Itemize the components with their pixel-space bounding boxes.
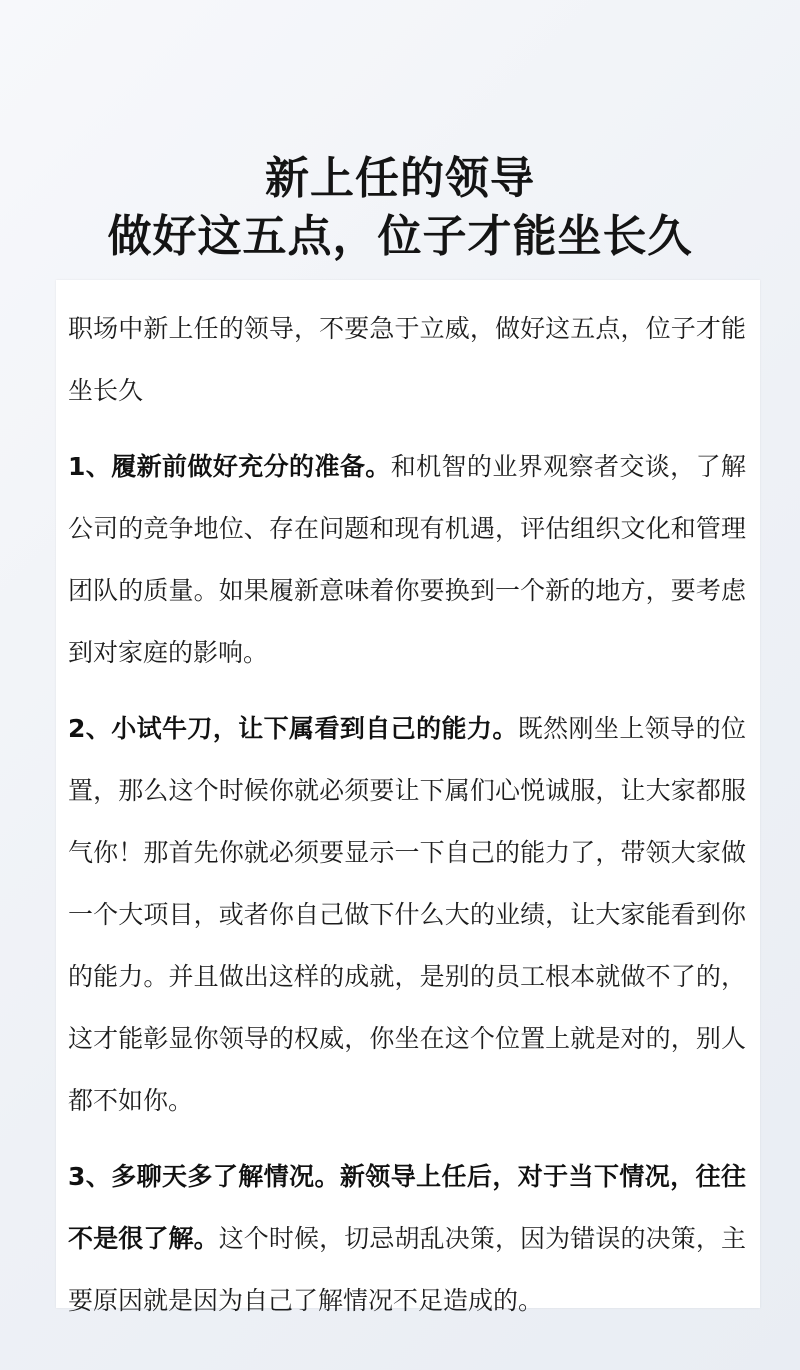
point-2-body: 既然刚坐上领导的位置，那么这个时候你就必须要让下属们心悦诚服，让大家都服气你！那首先你就必须要显示一下自己的能力了，带领大家做一个大项目，或者你自己做下什么大的业绩，让大家能看到你的能力。并且做出这样的成就，是别的员工根本就做不了的，这才能彰显你领导的权威，你坐在这个位置上就是对的，别人都不如你。 [68, 714, 746, 1115]
title-line-1: 新上任的领导 [265, 153, 535, 204]
point-1-body: 和机智的业界观察者交谈，了解公司的竞争地位、存在问题和现有机遇，评估组织文化和管理团队的质量。如果履新意味着你要换到一个新的地方，要考虑到对家庭的影响。 [68, 452, 746, 667]
point-1-heading: 1、履新前做好充分的准备。 [68, 452, 391, 481]
title-line-2: 做好这五点，位子才能坐长久 [107, 211, 693, 262]
point-2-heading: 2、小试牛刀，让下属看到自己的能力。 [68, 714, 518, 743]
point-3-heading: 3、多聊天多了解情况。新领导上任后，对于当下情况，往往不是很了解。 [68, 1162, 746, 1253]
intro-paragraph: 职场中新上任的领导，不要急于立威，做好这五点，位子才能坐长久 [68, 314, 746, 405]
point-2-paragraph [68, 698, 746, 1132]
point-3-body: 这个时候，切忌胡乱决策，因为错误的决策，主要原因就是因为自己了解情况不足造成的。 [68, 1224, 746, 1315]
title-block [0, 150, 800, 266]
article-card [56, 280, 760, 1315]
point-3-paragraph [68, 1146, 746, 1332]
point-1-paragraph [68, 436, 746, 684]
